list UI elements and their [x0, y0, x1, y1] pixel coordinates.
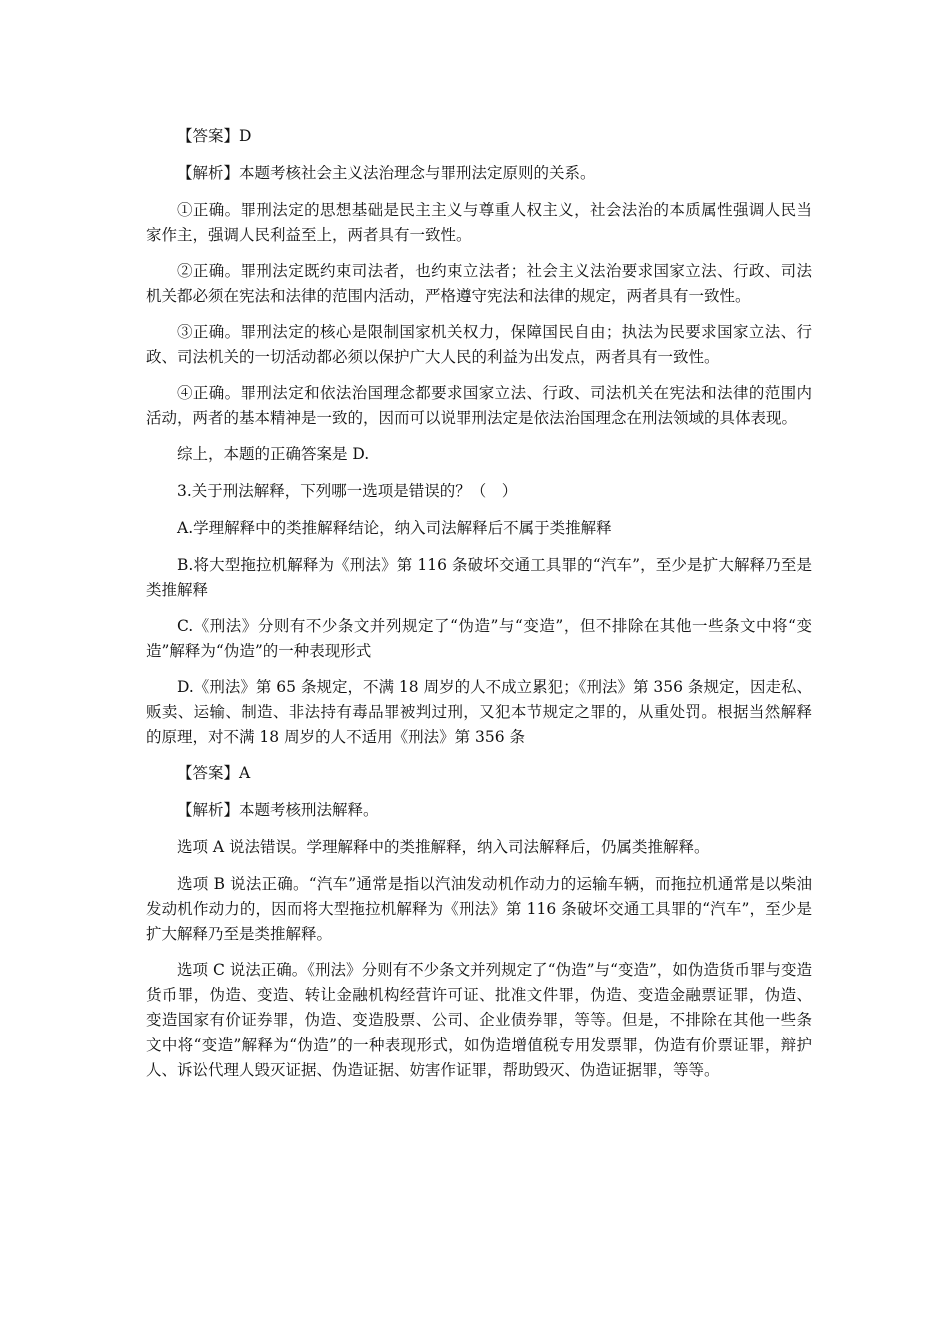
question-3-option-b: B.将大型拖拉机解释为《刑法》第 116 条破坏交通工具罪的“汽车”，至少是扩大解释乃至是类推解释 — [146, 556, 812, 599]
answer-line-q2: 【答案】D — [177, 127, 252, 145]
question-3-stem: 3.关于刑法解释，下列哪一选项是错误的？（ ） — [177, 482, 518, 500]
analysis-option-a: 选项 A 说法错误。学理解释中的类推解释，纳入司法解释后，仍属类推解释。 — [177, 838, 710, 856]
analysis-heading-q3: 【解析】本题考核刑法解释。 — [177, 801, 379, 819]
summary-line-q2: 综上，本题的正确答案是 D. — [177, 445, 370, 463]
analysis-point-1: ①正确。罪刑法定的思想基础是民主主义与尊重人权主义，社会法治的本质属性强调人民当家作主，强调人民利益至上，两者具有一致性。 — [146, 201, 812, 244]
question-3-option-d: D.《刑法》第 65 条规定，不满 18 周岁的人不成立累犯；《刑法》第 356 条规定，因走私、贩卖、运输、制造、非法持有毒品罪被判过刑，又犯本节规定之罪的，从重处罚。根据当然解释的原理，对不满 18 周岁的人不适用《刑法》第 356 条 — [146, 678, 812, 746]
answer-line-q3: 【答案】A — [177, 764, 251, 782]
analysis-option-c: 选项 C 说法正确。《刑法》分则有不少条文并列规定了“伪造”与“变造”，如伪造货币罪与变造货币罪，伪造、变造、转让金融机构经营许可证、批准文件罪，伪造、变造金融票证罪，伪造、变造国家有价证券罪，伪造、变造股票、公司、企业债券罪，等等。但是，不排除在其他一些条文中将“变造”解释为“伪造”的一种表现形式，如伪造增值税专用发票罪，伪造有价票证罪，辩护人、诉讼代理人毁灭证据、伪造证据、妨害作证罪，帮助毁灭、伪造证据罪，等等。 — [146, 961, 812, 1079]
analysis-point-4: ④正确。罪刑法定和依法治国理念都要求国家立法、行政、司法机关在宪法和法律的范围内活动，两者的基本精神是一致的，因而可以说罪刑法定是依法治国理念在刑法领域的具体表现。 — [146, 384, 812, 427]
analysis-point-3: ③正确。罪刑法定的核心是限制国家机关权力，保障国民自由；执法为民要求国家立法、行政、司法机关的一切活动都必须以保护广大人民的利益为出发点，两者具有一致性。 — [146, 323, 812, 366]
analysis-point-2: ②正确。罪刑法定既约束司法者，也约束立法者；社会主义法治要求国家立法、行政、司法机关都必须在宪法和法律的范围内活动，严格遵守宪法和法律的规定，两者具有一致性。 — [146, 262, 812, 305]
analysis-option-b: 选项 B 说法正确。“汽车”通常是指以汽油发动机作动力的运输车辆，而拖拉机通常是以柴油发动机作动力的，因而将大型拖拉机解释为《刑法》第 116 条破坏交通工具罪的“汽车”，至少是扩大解释乃至是类推解释。 — [146, 875, 812, 943]
analysis-heading-q2: 【解析】本题考核社会主义法治理念与罪刑法定原则的关系。 — [177, 164, 596, 182]
question-3-option-c: C.《刑法》分则有不少条文并列规定了“伪造”与“变造”，但不排除在其他一些条文中将“变造”解释为“伪造”的一种表现形式 — [146, 617, 812, 660]
question-3-option-a: A.学理解释中的类推解释结论，纳入司法解释后不属于类推解释 — [177, 519, 612, 537]
document-page — [146, 124, 812, 1094]
